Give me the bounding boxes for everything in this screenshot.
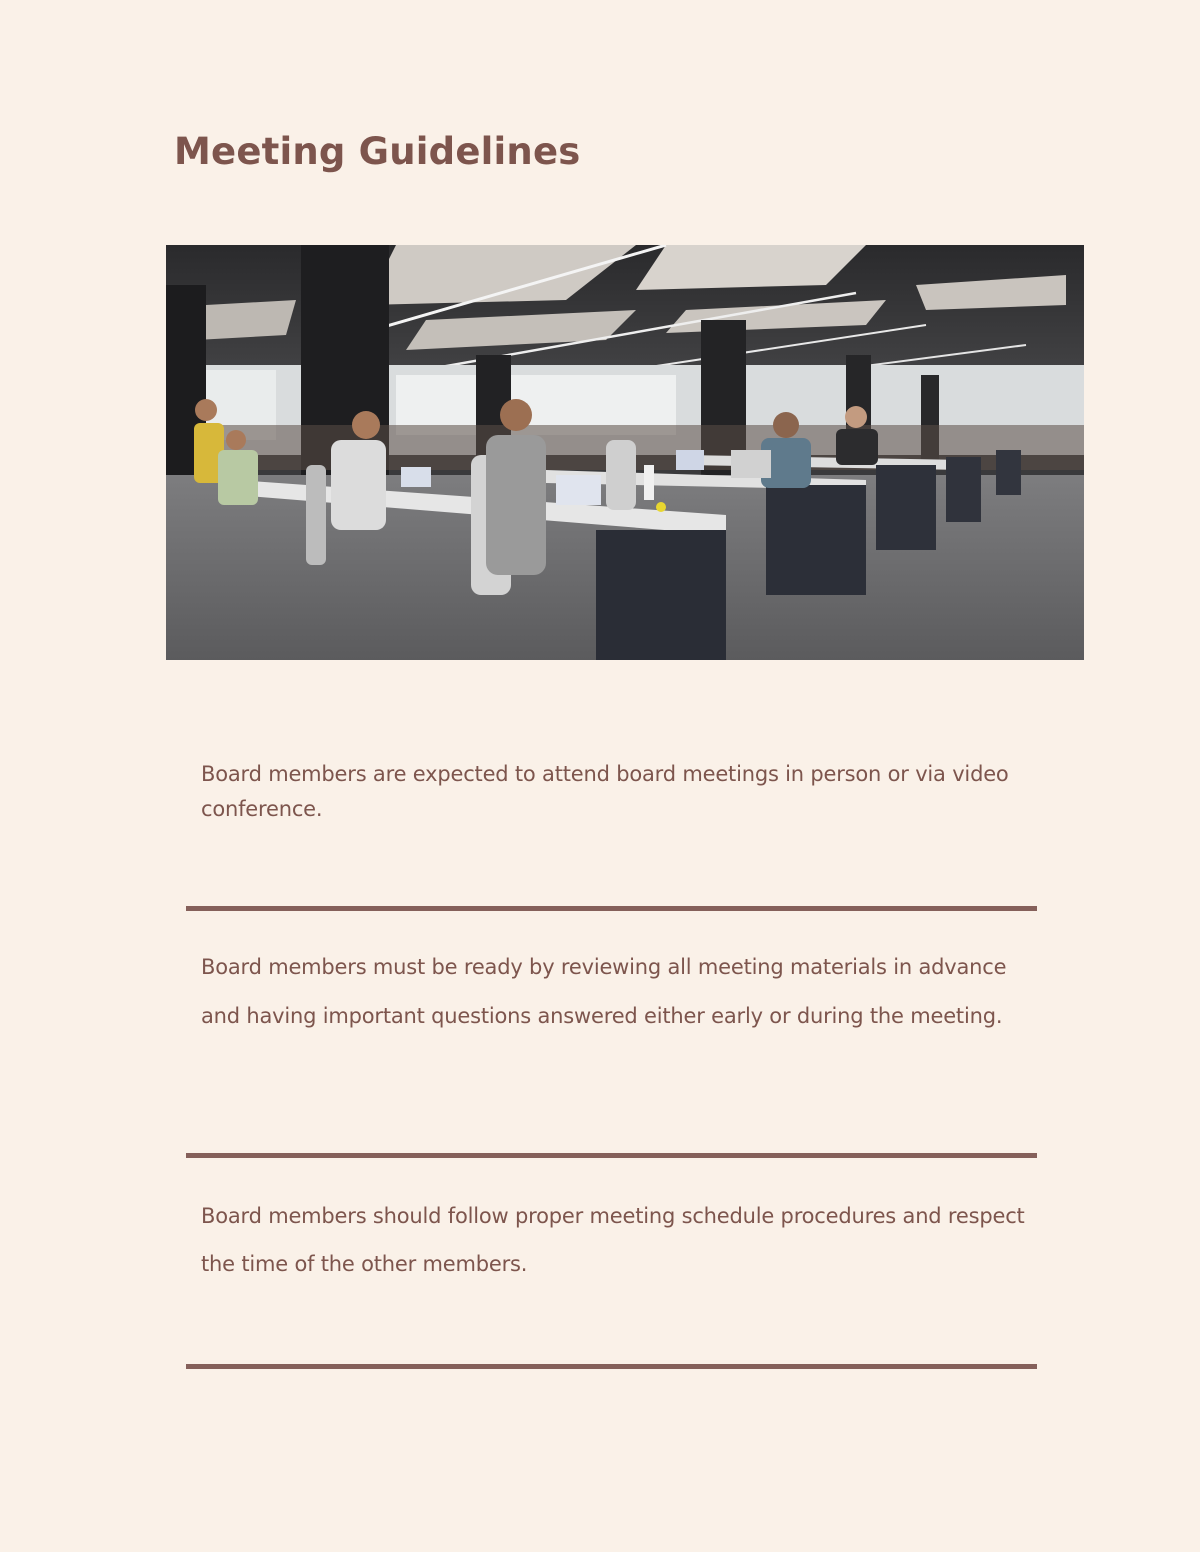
guideline-attendance: Board members are expected to attend board meetings in person or via video conference.: [201, 762, 1009, 821]
office-photo: [166, 245, 1084, 660]
office-photo-illustration: [166, 245, 1084, 660]
section-divider: [186, 906, 1037, 911]
section-divider: [186, 1364, 1037, 1369]
page-title: Meeting Guidelines: [174, 130, 581, 173]
guideline-preparation: Board members must be ready by reviewing all meeting materials in advance and having important questions answered either early or during the meeting.: [201, 955, 1007, 1028]
guideline-schedule: Board members should follow proper meeting schedule procedures and respect the time of the other members.: [201, 1204, 1025, 1276]
section-divider: [186, 1153, 1037, 1158]
